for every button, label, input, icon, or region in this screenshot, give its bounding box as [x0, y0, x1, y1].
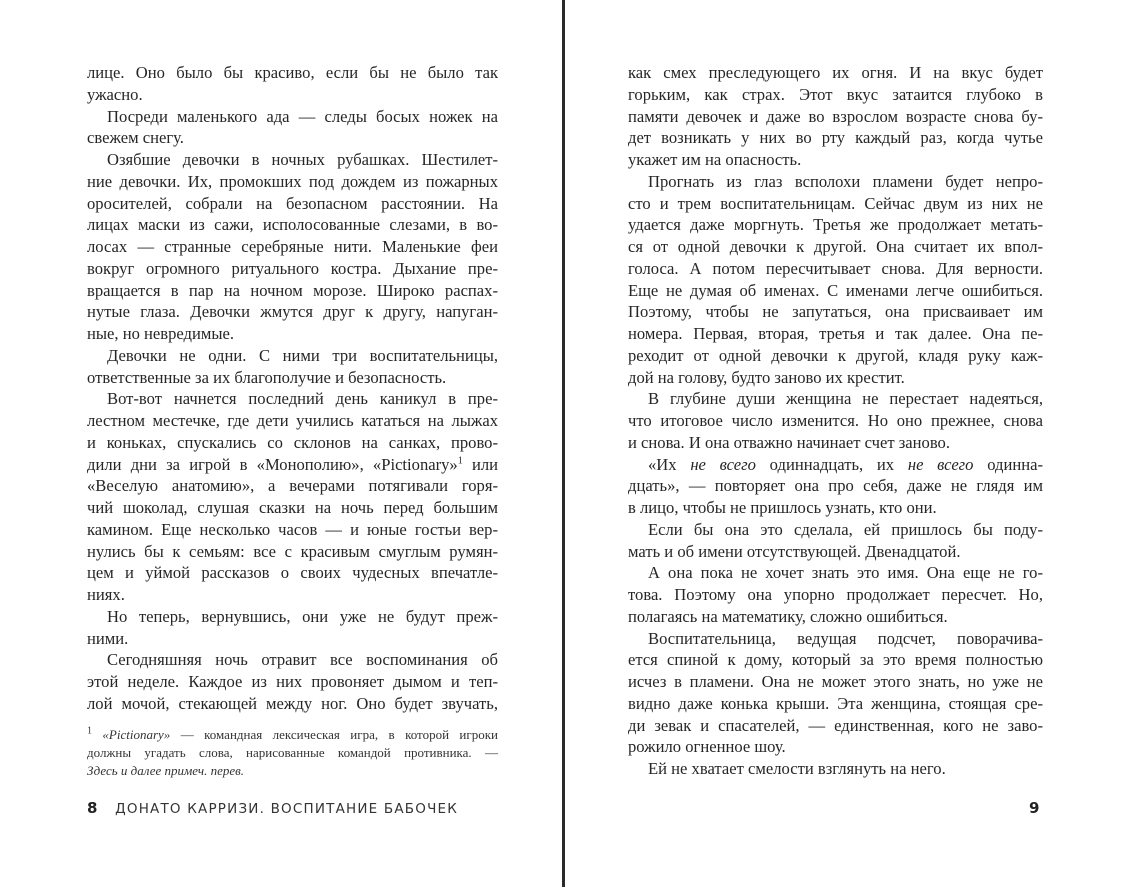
text-line: свежем снегу.	[87, 128, 184, 148]
text-segment: — командная лексическая игра, в которой игроки	[170, 727, 498, 742]
text-line: что итоговое число изменится. Но оно прежнее, снова	[628, 411, 1043, 430]
paragraph	[628, 388, 1043, 453]
text-segment: одиннадцать, их	[755, 454, 908, 474]
text-line: номера. Первая, вторая, третья и так далее. Она пе-	[628, 324, 1043, 343]
running-head: ДОНАТО КАРРИЗИ. ВОСПИТАНИЕ БАБОЧЕК	[115, 801, 459, 817]
text-line: лосах — странные серебряные нити. Маленькие феи	[87, 237, 498, 256]
text-line: Вот-вот начнется последний день каникул в пре-	[107, 389, 498, 409]
paragraph	[628, 454, 1043, 519]
text-line: това. Поэтому она упорно продолжает пересчет. Но,	[628, 585, 1043, 604]
text-line: лой мочой, стекающей между ног. Оно будет звучать,	[87, 693, 498, 713]
footnote	[87, 726, 498, 780]
text-line: в лицо, чтобы не пришлось узнать, кто они.	[628, 498, 937, 517]
text-line: ужасно.	[87, 84, 143, 104]
text-segment: «Их	[648, 454, 691, 474]
text-line: ниях.	[87, 585, 125, 604]
footnote-line	[87, 726, 498, 744]
text-line: сто и трем воспитательницам. Сейчас двум из них не	[628, 193, 1043, 213]
text-line: вокруг огромного ритуального костра. Дыхание пре-	[87, 258, 498, 278]
text-line: и снова. И она отважно начинает счет заново.	[628, 432, 950, 452]
paragraph	[628, 758, 1043, 780]
text-line: ние девочки. Их, промокших под дождем из пожарных	[87, 171, 498, 191]
text-line: Прогнать из глаз всполохи пламени будет непро-	[648, 171, 1043, 191]
text-segment: «Pictionary»	[102, 727, 171, 742]
text-line: мать и об имени отсутствующей. Двенадцатой.	[628, 541, 961, 561]
paragraph	[87, 62, 498, 106]
text-segment: дили дни за игрой в «Монополию», «Pictionary»	[87, 454, 458, 474]
text-line: и коньках, спускались со склонов на санках, прово-	[87, 432, 498, 452]
text-segment: или	[462, 454, 498, 474]
left-page-body	[87, 62, 498, 715]
book-spine-divider	[562, 0, 565, 887]
text-line: ответственные за их благополучие и безопасность.	[87, 367, 447, 387]
text-line: вращается в пар на ночном морозе. Широко распах-	[87, 280, 498, 300]
text-line: ется спиной к дому, который за это время полностью	[628, 650, 1043, 670]
text-line: исчез в пламени. Она не может этого знать, но уже не	[628, 672, 1043, 691]
text-line: Еще не думая об именах. С именами легче ошибиться.	[628, 280, 1043, 300]
text-line: этой неделе. Каждое из них провоняет дымом и теп-	[87, 672, 498, 691]
text-line: удается даже моргнуть. Третья же продолжает метать-	[628, 215, 1043, 235]
text-line: Воспитательница, ведущая подсчет, поворачива-	[648, 628, 1043, 648]
text-line: Посреди маленького ада — следы босых ножек на	[107, 106, 498, 126]
text-line: Поэтому, чтобы не запутаться, она присваивает им	[628, 302, 1043, 322]
right-page-footer	[1029, 799, 1041, 817]
right-page-body	[628, 62, 1043, 780]
paragraph	[628, 62, 1043, 171]
text-line: дцать», — повторяет она про себя, даже не глядя им	[628, 476, 1043, 496]
text-line: голоса. А потом пересчитывает снова. Для верности.	[628, 258, 1043, 278]
text-line: Девочки не одни. С ними три воспитательницы,	[107, 345, 498, 365]
text-line: лицах маски из сажи, исполосованные слезами, в во-	[87, 215, 498, 235]
text-line: оросителей, собрали на безопасном расстоянии. На	[87, 193, 498, 213]
text-line: Озябшие девочки в ночных рубашках. Шестилет-	[107, 150, 498, 169]
text-line: ся от одной девочки к другой. Она считает их впол-	[628, 237, 1043, 256]
text-segment: не всего	[690, 454, 756, 474]
text-line: горьким, как страх. Этот вкус затаится глубоко в	[628, 84, 1043, 104]
paragraph	[87, 606, 498, 650]
footnote-line	[87, 744, 498, 762]
text-line: Но теперь, вернувшись, они уже не будут преж-	[107, 606, 498, 626]
paragraph	[87, 388, 498, 606]
text-line: Ей не хватает смелости взглянуть на него.	[648, 759, 946, 778]
text-segment: одинна-	[973, 454, 1043, 474]
paragraph	[628, 171, 1043, 389]
footnote-marker: 1	[87, 725, 92, 737]
text-segment: Здесь и далее примеч. перев.	[87, 763, 245, 778]
text-line: нулись бы к семьям: все с красивым смуглым румян-	[87, 541, 498, 561]
text-line: нутые глаза. Девочки жмутся друг к другу, напуган-	[87, 302, 498, 322]
paragraph	[628, 562, 1043, 627]
text-line: Если бы она это сделала, ей пришлось бы поду-	[648, 519, 1043, 539]
page-number-right: 9	[1029, 799, 1041, 817]
footnote-line	[87, 762, 498, 780]
paragraph	[628, 628, 1043, 759]
text-line: А она пока не хочет знать это имя. Она еще не го-	[648, 563, 1043, 583]
left-page-footer	[87, 799, 458, 817]
text-line: камином. Еще несколько часов — и юные гостьи вер-	[87, 519, 498, 539]
text-line: дой на голову, будто заново их крестит.	[628, 367, 905, 387]
text-line: цем и уймой рассказов о своих чудесных впечатле-	[87, 563, 498, 583]
page-number-left: 8	[87, 799, 99, 817]
text-segment: не всего	[907, 454, 974, 474]
text-line: видно даже конька крыши. Эта женщина, стоящая сре-	[628, 693, 1043, 713]
text-line: памяти девочек и даже во взрослом возрасте снова бу-	[628, 106, 1043, 126]
text-line: ные, но невредимые.	[87, 324, 235, 343]
text-line: ди зевак и спасателей, — единственная, кого не заво-	[628, 715, 1043, 735]
paragraph	[87, 345, 498, 389]
text-line: «Веселую анатомию», а вечерами потягивали горя-	[87, 476, 498, 496]
text-line: укажет им на опасность.	[628, 150, 802, 169]
text-line: дет возникать у них во рту каждый раз, когда чутье	[628, 128, 1043, 148]
text-line: лестном местечке, где дети учились кататься на лыжах	[87, 411, 498, 430]
paragraph	[87, 149, 498, 345]
text-line: В глубине души женщина не перестает надеяться,	[648, 389, 1043, 409]
text-line: Сегодняшняя ночь отравит все воспоминания об	[107, 650, 498, 670]
paragraph	[87, 106, 498, 150]
text-line: ними.	[87, 628, 129, 648]
text-segment	[92, 727, 102, 742]
text-line	[628, 454, 1043, 476]
text-line: реходит от одной девочки к другой, кладя руку каж-	[628, 345, 1043, 365]
text-line: как смех преследующего их огня. И на вкус будет	[628, 63, 1043, 82]
text-line: полагаясь на математику, сложно ошибиться.	[628, 606, 948, 626]
paragraph	[628, 519, 1043, 563]
paragraph	[87, 649, 498, 714]
footnote-marker: 1	[457, 454, 463, 466]
text-line: чий шоколад, слушая сказки на ночь перед большим	[87, 498, 498, 517]
text-line: рожило огненное шоу.	[628, 737, 786, 757]
text-line	[87, 454, 498, 476]
text-line: лице. Оно было бы красиво, если бы не было так	[87, 63, 498, 82]
text-segment: должны угадать слова, нарисованные командой противника. —	[87, 745, 498, 760]
